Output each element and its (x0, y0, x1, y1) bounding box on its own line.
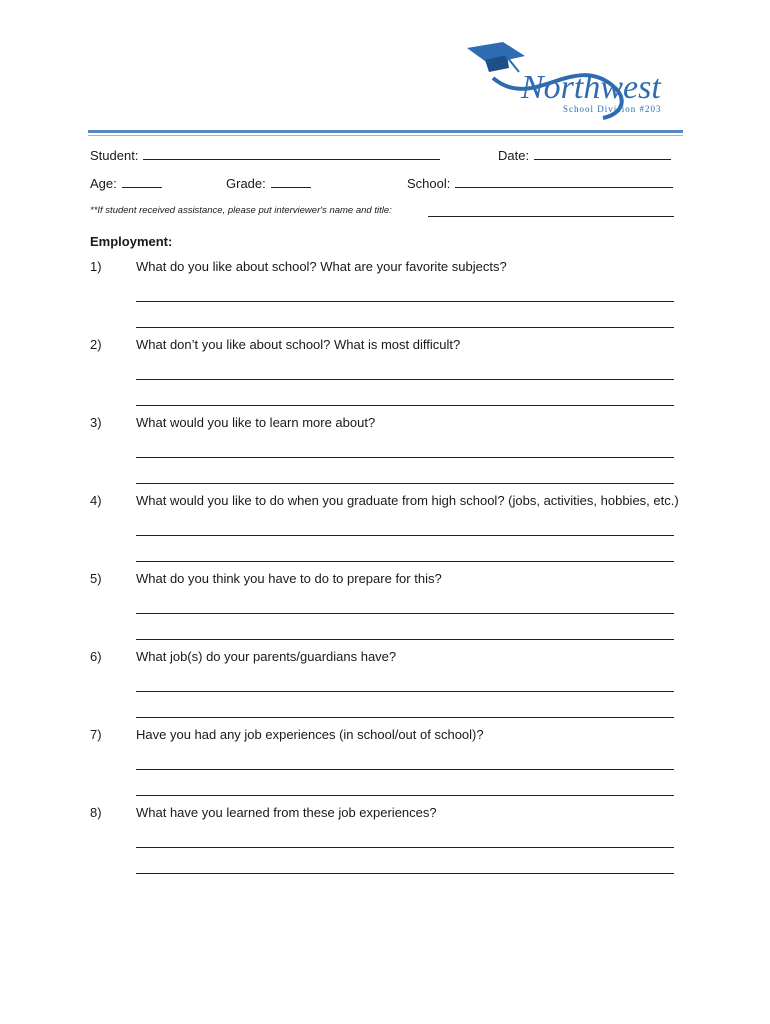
grade-label: Grade: (226, 176, 266, 191)
answer-line[interactable] (136, 769, 674, 770)
student-label: Student: (90, 148, 139, 163)
question-number: 3) (90, 415, 102, 430)
question-item (90, 571, 680, 649)
northwest-logo (463, 42, 683, 124)
question-text: What do you think you have to do to prepare for this? (136, 571, 442, 586)
question-item (90, 337, 680, 415)
question-number: 4) (90, 493, 102, 508)
question-item (90, 259, 680, 337)
answer-line[interactable] (136, 483, 674, 484)
question-item (90, 493, 680, 571)
age-field[interactable] (90, 176, 162, 192)
question-item (90, 727, 680, 805)
question-number: 1) (90, 259, 102, 274)
answer-line[interactable] (136, 847, 674, 848)
question-number: 8) (90, 805, 102, 820)
student-blank[interactable] (143, 148, 440, 160)
answer-line[interactable] (136, 691, 674, 692)
answer-line[interactable] (136, 457, 674, 458)
answer-line[interactable] (136, 535, 674, 536)
age-label: Age: (90, 176, 117, 191)
answer-line[interactable] (136, 717, 674, 718)
grade-field[interactable] (226, 176, 311, 192)
answer-line[interactable] (136, 379, 674, 380)
school-label: School: (407, 176, 451, 191)
question-item (90, 805, 680, 883)
interviewer-blank[interactable] (428, 216, 674, 217)
answer-line[interactable] (136, 613, 674, 614)
grade-blank[interactable] (271, 176, 311, 188)
school-field[interactable] (407, 176, 673, 192)
answer-line[interactable] (136, 561, 674, 562)
question-text: What don’t you like about school? What is most difficult? (136, 337, 461, 352)
question-text: Have you had any job experiences (in school/out of school)? (136, 727, 484, 742)
age-blank[interactable] (122, 176, 162, 188)
svg-text:Northwest: Northwest (521, 69, 661, 106)
answer-line[interactable] (136, 301, 674, 302)
answer-line[interactable] (136, 327, 674, 328)
answer-line[interactable] (136, 639, 674, 640)
question-text: What do you like about school? What are your favorite subjects? (136, 259, 507, 274)
answer-line[interactable] (136, 873, 674, 874)
student-field[interactable] (90, 148, 440, 164)
date-field[interactable] (498, 148, 671, 164)
question-item (90, 649, 680, 727)
section-title: Employment: (90, 234, 173, 249)
question-number: 6) (90, 649, 102, 664)
date-label: Date: (498, 148, 530, 163)
graduation-cap-icon (463, 42, 683, 124)
answer-line[interactable] (136, 405, 674, 406)
question-text: What have you learned from these job experiences? (136, 805, 437, 820)
question-item (90, 415, 680, 493)
question-text: What would you like to learn more about? (136, 415, 376, 430)
question-number: 2) (90, 337, 102, 352)
date-blank[interactable] (534, 148, 671, 160)
question-number: 7) (90, 727, 102, 742)
question-text: What job(s) do your parents/guardians have? (136, 649, 397, 664)
header-divider (88, 130, 683, 136)
answer-line[interactable] (136, 795, 674, 796)
svg-text:School Division #203: School Division #203 (563, 104, 662, 114)
question-text: What would you like to do when you graduate from high school? (jobs, activities, hobbies, etc.) (136, 493, 679, 508)
assistance-note: **If student received assistance, please put interviewer's name and title: (90, 205, 392, 216)
school-blank[interactable] (455, 176, 673, 188)
question-number: 5) (90, 571, 102, 586)
